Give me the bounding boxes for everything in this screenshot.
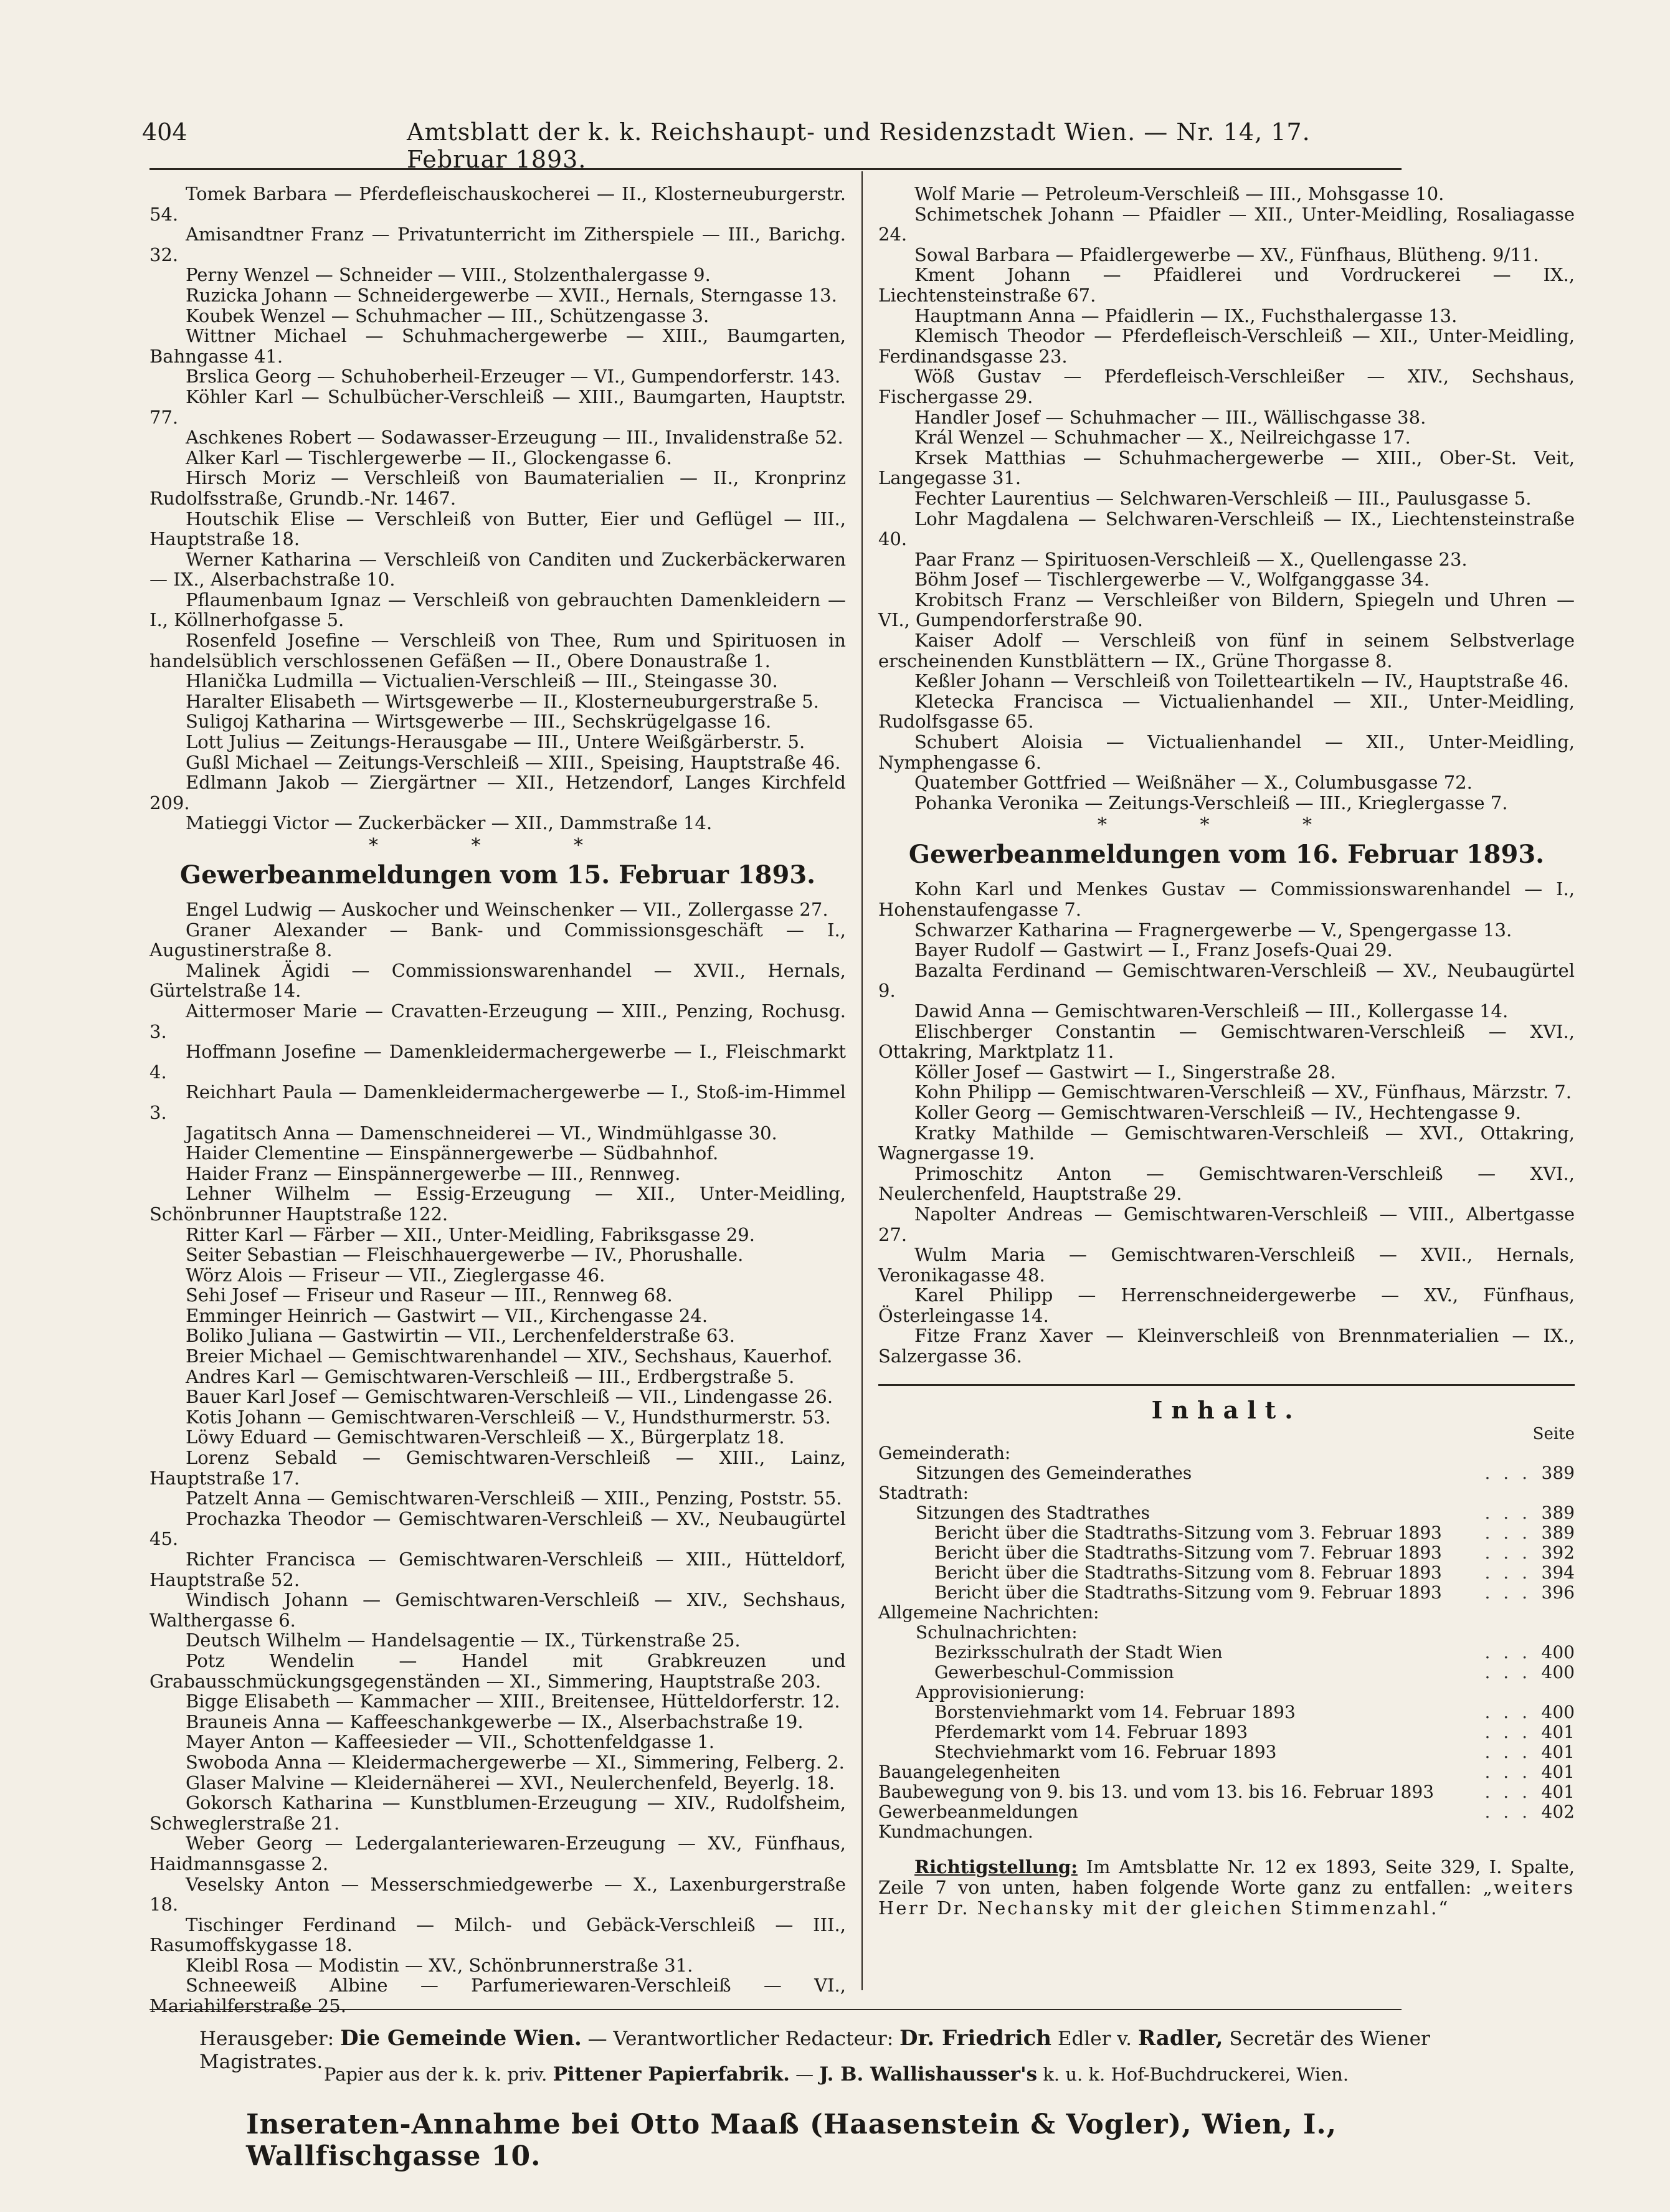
list-item: Suligoj Katharina — Wirtsgewerbe — III., Sechskrügelgasse 16. (186, 711, 772, 733)
list-item: Engel Ludwig — Auskocher und Weinschenker — VII., Zollergasse 27. (186, 899, 828, 920)
list-item: Kaiser Adolf — Verschleiß von fünf in seinem Selbstverlage erscheinenden Kunstblättern — IX., Grüne Thorgasse 8. (878, 630, 1575, 672)
list-item: Breier Michael — Gemischtwarenhandel — XIV., Sechshaus, Kauerhof. (186, 1346, 833, 1367)
list-item: Matieggi Victor — Zuckerbäcker — XII., Dammstraße 14. (186, 812, 713, 834)
toc-page: 401 (1541, 1781, 1575, 1802)
list-item: Pohanka Veronika — Zeitungs-Verschleiß — III., Krieglergasse 7. (914, 792, 1508, 814)
toc-row (878, 1543, 1575, 1563)
list-item: Fitze Franz Xaver — Kleinverschleiß von Brennmaterialien — IX., Salzergasse 36. (878, 1325, 1575, 1367)
toc-leader: . . . (1484, 1582, 1531, 1603)
list-item: Böhm Josef — Tischlergewerbe — V., Wolfganggasse 34. (914, 569, 1430, 591)
toc-page: 401 (1541, 1721, 1575, 1742)
list-item: Potz Wendelin — Handel mit Grabkreuzen und Grabausschmückungsgegenständen — XI., Simmering, Hauptstraße 203. (149, 1650, 846, 1692)
toc-row (878, 1563, 1575, 1583)
list-item: Kment Johann — Pfaidlerei und Vordruckerei — IX., Liechtensteinstraße 67. (878, 264, 1575, 306)
list-item: Windisch Johann — Gemischtwaren-Verschleiß — XIV., Sechshaus, Walthergasse 6. (149, 1589, 846, 1631)
right-entries-feb-16 (878, 879, 1575, 1366)
list-item: Swoboda Anna — Kleidermachergewerbe — XI., Simmering, Felberg. 2. (186, 1751, 845, 1773)
toc-title: Allgemeine Nachrichten: (878, 1602, 1099, 1623)
list-item: Kotis Johann — Gemischtwaren-Verschleiß — V., Hundsthurmerstr. 53. (186, 1406, 831, 1428)
toc-page: 389 (1541, 1502, 1575, 1523)
list-item: Aittermoser Marie — Cravatten-Erzeugung — XIII., Penzing, Rochusg. 3. (149, 1000, 846, 1042)
paper-factory: Pittener Papierfabrik. (553, 2063, 790, 2086)
column-divider (861, 171, 863, 1990)
header-rule (149, 168, 1402, 170)
list-item: Koller Georg — Gemischtwaren-Verschleiß — IV., Hechtengasse 9. (914, 1101, 1521, 1123)
list-item: Wolf Marie — Petroleum-Verschleiß — III., Mohsgasse 10. (914, 183, 1445, 204)
toc-leader: . . . (1484, 1741, 1531, 1762)
list-item: Bauer Karl Josef — Gemischtwaren-Verschleiß — VII., Lindengasse 26. (186, 1386, 833, 1408)
toc-leader: . . . (1484, 1801, 1531, 1822)
list-item: Lorenz Sebald — Gemischtwaren-Verschleiß — XIII., Lainz, Hauptstraße 17. (149, 1447, 846, 1489)
toc-leader: . . . (1484, 1781, 1531, 1802)
section-stars: * * * (368, 835, 627, 857)
list-item: Král Wenzel — Schuhmacher — X., Neilreichgasse 17. (914, 427, 1411, 449)
toc-title: Bezirksschulrath der Stadt Wien (934, 1641, 1223, 1663)
list-item: Ritter Karl — Färber — XII., Unter-Meidling, Fabriksgasse 29. (186, 1223, 755, 1245)
list-item: Kohn Philipp — Gemischtwaren-Verschleiß — XV., Fünfhaus, Märzstr. 7. (914, 1081, 1572, 1103)
right-entries-continued (878, 184, 1575, 813)
page-header (142, 118, 1388, 173)
list-item: Dawid Anna — Gemischtwaren-Verschleiß — III., Kollergasse 14. (914, 1000, 1509, 1022)
toc-page: 396 (1541, 1582, 1575, 1603)
toc-title: Bericht über die Stadtraths-Sitzung vom 8. Februar 1893 (934, 1562, 1442, 1583)
list-item: Deutsch Wilhelm — Handelsagentie — IX., Türkenstraße 25. (186, 1630, 741, 1651)
toc-page: 400 (1541, 1661, 1575, 1683)
list-item: Quatember Gottfried — Weißnäher — X., Columbusgasse 72. (914, 772, 1473, 794)
list-item: Reichhart Paula — Damenkleidermachergewerbe — I., Stoß-im-Himmel 3. (149, 1081, 846, 1123)
toc-title: Gewerbeanmeldungen (878, 1801, 1078, 1822)
paper-dash: — (795, 2064, 814, 2085)
toc-title: Schulnachrichten: (916, 1621, 1078, 1643)
list-item: Haralter Elisabeth — Wirtsgewerbe — II., Klosterneuburgerstraße 5. (186, 690, 819, 712)
list-item: Bazalta Ferdinand — Gemischtwaren-Verschleiß — XV., Neubaugürtel 9. (878, 959, 1575, 1002)
toc-row (878, 1762, 1575, 1782)
list-item: Bayer Rudolf — Gastwirt — I., Franz Josefs-Quai 29. (914, 939, 1393, 961)
list-item: Karel Philipp — Herrenschneidergewerbe — XV., Fünfhaus, Österleingasse 14. (878, 1284, 1575, 1326)
list-item: Houtschik Elise — Verschleiß von Butter, Eier und Geflügel — III., Hauptstraße 18. (149, 508, 846, 550)
list-item: Perny Wenzel — Schneider — VIII., Stolzenthalergasse 9. (186, 264, 711, 286)
correction-label: Richtigstellung: (914, 1856, 1078, 1877)
left-column (149, 184, 846, 2016)
toc-title: Bauangelegenheiten (878, 1761, 1060, 1782)
page-number: 404 (142, 118, 187, 146)
toc-row (878, 1443, 1575, 1463)
toc-page: 401 (1541, 1761, 1575, 1782)
editor-surname: Radler, (1137, 2026, 1223, 2051)
toc-title: Borstenviehmarkt vom 14. Februar 1893 (934, 1701, 1296, 1722)
list-item: Weber Georg — Ledergalanteriewaren-Erzeugung — XV., Fünfhaus, Haidmannsgasse 2. (149, 1833, 846, 1874)
list-item: Tomek Barbara — Pferdefleischauskocherei — II., Klosterneuburgerstr. 54. (149, 183, 846, 225)
toc-leader: . . . (1484, 1641, 1531, 1663)
list-item: Alker Karl — Tischlergewerbe — II., Glockengasse 6. (186, 447, 672, 468)
list-item: Hoffmann Josefine — Damenkleidermachergewerbe — I., Fleischmarkt 4. (149, 1041, 846, 1083)
footer-rule (149, 2009, 1402, 2010)
toc-leader: . . . (1484, 1761, 1531, 1782)
editor-role: Secretär des Wiener Magistrates. (199, 2028, 1430, 2073)
page-title: Amtsblatt der k. k. Reichshaupt- und Residenzstadt Wien. — Nr. 14, 17. Februar 1893. (407, 118, 1311, 173)
toc-page: 400 (1541, 1701, 1575, 1722)
list-item: Wörz Alois — Friseur — VII., Zieglergasse 46. (186, 1264, 605, 1286)
list-item: Hauptmann Anna — Pfaidlerin — IX., Fuchsthalergasse 13. (914, 305, 1458, 326)
publisher-name: Die Gemeinde Wien. (340, 2026, 582, 2051)
list-item: Graner Alexander — Bank- und Commissionsgeschäft — I., Augustinerstraße 8. (149, 919, 846, 961)
toc-page: 392 (1541, 1542, 1575, 1563)
list-item: Seiter Sebastian — Fleischhauergewerbe — IV., Phorushalle. (186, 1244, 744, 1266)
left-entries-continued (149, 184, 846, 833)
list-item: Amisandtner Franz — Privatunterricht im Zitherspiele — III., Barichg. 32. (149, 224, 846, 265)
list-item: Hirsch Moriz — Verschleiß von Baumaterialien — II., Kronprinz Rudolfsstraße, Grundb.-Nr. 1467. (149, 467, 846, 509)
toc-row (878, 1782, 1575, 1802)
toc-row (878, 1623, 1575, 1643)
toc-row (878, 1643, 1575, 1663)
list-item: Glaser Malvine — Kleidernäherei — XVI., Neulerchenfeld, Beyerlg. 18. (186, 1772, 835, 1793)
list-item: Lohr Magdalena — Selchwaren-Verschleiß — IX., Liechtensteinstraße 40. (878, 508, 1575, 550)
list-item: Schubert Aloisia — Victualienhandel — XII., Unter-Meidling, Nymphengasse 6. (878, 731, 1575, 773)
editor-label: — Verantwortlicher Redacteur: (587, 2028, 894, 2050)
toc-page: 400 (1541, 1641, 1575, 1663)
list-item: Tischinger Ferdinand — Milch- und Gebäck-Verschleiß — III., Rasumoffskygasse 18. (149, 1914, 846, 1956)
list-item: Kohn Karl und Menkes Gustav — Commissionswarenhandel — I., Hohenstaufengasse 7. (878, 878, 1575, 920)
toc-title: Kundmachungen. (878, 1821, 1033, 1842)
list-item: Primoschitz Anton — Gemischtwaren-Verschleiß — XVI., Neulerchenfeld, Hauptstraße 29. (878, 1162, 1575, 1205)
correction-text: Im Amtsblatte Nr. 12 ex 1893, Seite 329, I. Spalte, Zeile 7 von unten, haben folgende Worte ganz zu entfallen: (878, 1856, 1575, 1898)
list-item: Koubek Wenzel — Schuhmacher — III., Schützengasse 3. (186, 305, 709, 326)
list-item: Lehner Wilhelm — Essig-Erzeugung — XII., Unter-Meidling, Schönbrunner Hauptstraße 122. (149, 1183, 846, 1225)
editor-title: Edler v. (1057, 2028, 1132, 2050)
section-heading-feb-16: Gewerbeanmeldungen vom 16. Februar 1893. (908, 840, 1545, 870)
list-item: Mayer Anton — Kaffeesieder — VII., Schottenfeldgasse 1. (186, 1731, 714, 1753)
list-item: Keßler Johann — Verschleiß von Toiletteartikeln — IV., Hauptstraße 46. (914, 670, 1569, 692)
toc-title: Stadtrath: (878, 1482, 969, 1503)
list-item: Ruzicka Johann — Schneidergewerbe — XVII., Hernals, Sterngasse 13. (186, 284, 837, 306)
paper-label: Papier aus der k. k. priv. (324, 2064, 548, 2085)
toc-row (878, 1722, 1575, 1742)
toc-leader: . . . (1484, 1462, 1531, 1483)
toc-page: 394 (1541, 1562, 1575, 1583)
left-entries-feb-15 (149, 900, 846, 2016)
toc-title: Bericht über die Stadtraths-Sitzung vom 9. Februar 1893 (934, 1582, 1442, 1603)
list-item: Edlmann Jakob — Ziergärtner — XII., Hetzendorf, Langes Kirchfeld 209. (149, 772, 846, 814)
list-item: Jagatitsch Anna — Damenschneiderei — VI., Windmühlgasse 30. (186, 1122, 777, 1144)
list-item: Patzelt Anna — Gemischtwaren-Verschleiß — XIII., Penzing, Poststr. 55. (186, 1488, 842, 1509)
toc-row (878, 1523, 1575, 1543)
right-column (878, 184, 1575, 1919)
toc-row (878, 1683, 1575, 1702)
toc-row (878, 1503, 1575, 1523)
publisher-label: Herausgeber: (199, 2028, 334, 2050)
list-item: Krobitsch Franz — Verschleißer von Bildern, Spiegeln und Uhren — VI., Gumpendorferstraße 90. (878, 589, 1575, 631)
toc-title: Sitzungen des Stadtrathes (916, 1502, 1150, 1523)
list-item: Handler Josef — Schuhmacher — III., Wällischgasse 38. (914, 406, 1426, 428)
list-item: Andres Karl — Gemischtwaren-Verschleiß — III., Erdbergstraße 5. (186, 1365, 795, 1387)
printer-rest: k. u. k. Hof-Buchdruckerei, Wien. (1043, 2064, 1349, 2085)
list-item: Sehi Josef — Friseur und Raseur — III., Rennweg 68. (186, 1284, 673, 1306)
printer-name: J. B. Wallishausser's (819, 2063, 1038, 2086)
section-stars: * * * (1097, 814, 1356, 837)
list-item: Köller Josef — Gastwirt — I., Singerstraße 28. (914, 1061, 1336, 1083)
list-item: Kleibl Rosa — Modistin — XV., Schönbrunnerstraße 31. (186, 1954, 693, 1976)
list-item: Fechter Laurentius — Selchwaren-Verschleiß — III., Paulusgasse 5. (914, 487, 1532, 509)
toc-row (878, 1822, 1575, 1842)
correction-notice (878, 1857, 1575, 1919)
list-item: Klemisch Theodor — Pferdefleisch-Verschleiß — XII., Unter-Meidling, Ferdinandsgasse 23. (878, 325, 1575, 367)
list-item: Aschkenes Robert — Sodawasser-Erzeugung — III., Invalidenstraße 52. (186, 427, 843, 449)
list-item: Veselsky Anton — Messerschmiedgewerbe — X., Laxenburgerstraße 18. (149, 1873, 846, 1915)
toc-row (878, 1583, 1575, 1603)
toc-page: 401 (1541, 1741, 1575, 1762)
list-item: Bigge Elisabeth — Kammacher — XIII., Breitensee, Hütteldorferstr. 12. (186, 1691, 840, 1712)
list-item: Paar Franz — Spirituosen-Verschleiß — X., Quellengasse 23. (914, 548, 1468, 570)
toc-heading: Inhalt. (1151, 1395, 1302, 1424)
toc-seite-label: Seite (1532, 1424, 1575, 1443)
toc-leader: . . . (1484, 1502, 1531, 1523)
list-item: Schneeweiß Albine — Parfumeriewaren-Verschleiß — VI., Mariahilferstraße 25. (149, 1975, 846, 2017)
toc-leader: . . . (1484, 1661, 1531, 1683)
list-item: Emminger Heinrich — Gastwirt — VII., Kirchengasse 24. (186, 1304, 708, 1326)
list-item: Gokorsch Katharina — Kunstblumen-Erzeugung — XIV., Rudolfsheim, Schweglerstraße 21. (149, 1792, 846, 1834)
list-item: Schwarzer Katharina — Fragnergewerbe — V., Spengergasse 13. (914, 919, 1512, 941)
toc-row (878, 1742, 1575, 1762)
list-item: Köhler Karl — Schulbücher-Verschleiß — XIII., Baumgarten, Hauptstr. 77. (149, 386, 846, 428)
toc-title: Gewerbeschul-Commission (934, 1661, 1174, 1683)
toc-leader: . . . (1484, 1562, 1531, 1583)
list-item: Löwy Eduard — Gemischtwaren-Verschleiß — X., Bürgerplatz 18. (186, 1426, 785, 1448)
toc-title: Bericht über die Stadtraths-Sitzung vom 7. Februar 1893 (934, 1542, 1442, 1563)
list-item: Richter Francisca — Gemischtwaren-Verschleiß — XIII., Hütteldorf, Hauptstraße 52. (149, 1549, 846, 1590)
list-item: Elischberger Constantin — Gemischtwaren-Verschleiß — XVI., Ottakring, Marktplatz 11. (878, 1020, 1575, 1063)
list-item: Napolter Andreas — Gemischtwaren-Verschleiß — VIII., Albertgasse 27. (878, 1203, 1575, 1245)
list-item: Malinek Ägidi — Commissionswarenhandel — XVII., Hernals, Gürtelstraße 14. (149, 959, 846, 1002)
toc-page: 389 (1541, 1462, 1575, 1483)
list-item: Rosenfeld Josefine — Verschleiß von Thee, Rum und Spirituosen in handelsüblich verschlossenen Gefäßen — II., Obere Donaustraße 1. (149, 630, 846, 672)
toc-row (878, 1483, 1575, 1503)
footer-printer-line (324, 2063, 1445, 2086)
list-item: Brslica Georg — Schuhoberheil-Erzeuger — VI., Gumpendorferstr. 143. (186, 366, 841, 387)
toc-row (878, 1663, 1575, 1683)
toc-title: Stechviehmarkt vom 16. Februar 1893 (934, 1741, 1277, 1762)
list-item: Werner Katharina — Verschleiß von Canditen und Zuckerbäckerwaren — IX., Alserbachstraße 10. (149, 548, 846, 591)
list-item: Pflaumenbaum Ignaz — Verschleiß von gebrauchten Damenkleidern — I., Köllnerhofgasse 5. (149, 589, 846, 631)
list-item: Sowal Barbara — Pfaidlergewerbe — XV., Fünfhaus, Blütheng. 9/11. (914, 244, 1539, 265)
toc-title: Gemeinderath: (878, 1442, 1011, 1463)
toc-title: Bericht über die Stadtraths-Sitzung vom 3. Februar 1893 (934, 1522, 1442, 1543)
list-item: Lott Julius — Zeitungs-Herausgabe — III., Untere Weißgärberstr. 5. (186, 731, 805, 753)
list-item: Wulm Maria — Gemischtwaren-Verschleiß — XVII., Hernals, Veronikagasse 48. (878, 1244, 1575, 1286)
list-item: Brauneis Anna — Kaffeeschankgewerbe — IX., Alserbachstraße 19. (186, 1711, 804, 1732)
toc-row (878, 1463, 1575, 1483)
list-item: Gußl Michael — Zeitungs-Verschleiß — XIII., Speising, Hauptstraße 46. (186, 751, 841, 773)
toc-leader: . . . (1484, 1522, 1531, 1543)
correction-quote: „weiters Herr Dr. Nechansky mit der gleichen Stimmenzahl.“ (878, 1876, 1575, 1919)
toc-row (878, 1802, 1575, 1822)
list-item: Haider Franz — Einspännergewerbe — III., Rennweg. (186, 1162, 681, 1184)
toc-title: Approvisionierung: (916, 1681, 1085, 1702)
toc-title: Baubewegung von 9. bis 13. und vom 13. bis 16. Februar 1893 (878, 1781, 1435, 1802)
toc-row (878, 1603, 1575, 1623)
toc-leader: . . . (1484, 1721, 1531, 1742)
list-item: Wöß Gustav — Pferdefleisch-Verschleißer — XIV., Sechshaus, Fischergasse 29. (878, 366, 1575, 407)
list-item: Boliko Juliana — Gastwirtin — VII., Lerchenfelderstraße 63. (186, 1325, 735, 1347)
toc-rule (878, 1384, 1575, 1386)
toc-title: Sitzungen des Gemeinderathes (916, 1462, 1192, 1483)
toc-leader: . . . (1484, 1542, 1531, 1563)
toc-leader: . . . (1484, 1701, 1531, 1722)
section-heading-feb-15: Gewerbeanmeldungen vom 15. Februar 1893. (179, 860, 816, 890)
table-of-contents (878, 1443, 1575, 1842)
list-item: Wittner Michael — Schuhmachergewerbe — XIII., Baumgarten, Bahngasse 41. (149, 325, 846, 367)
toc-page: 402 (1541, 1801, 1575, 1822)
toc-row (878, 1702, 1575, 1722)
list-item: Prochazka Theodor — Gemischtwaren-Verschleiß — XV., Neubaugürtel 45. (149, 1507, 846, 1550)
list-item: Hlanička Ludmilla — Victualien-Verschleiß — III., Steingasse 30. (186, 670, 778, 692)
list-item: Haider Clementine — Einspännergewerbe — Südbahnhof. (186, 1142, 719, 1164)
toc-title: Pferdemarkt vom 14. Februar 1893 (934, 1721, 1248, 1742)
list-item: Kletecka Francisca — Victualienhandel — XII., Unter-Meidling, Rudolfsgasse 65. (878, 690, 1575, 733)
list-item: Schimetschek Johann — Pfaidler — XII., Unter-Meidling, Rosaliagasse 24. (878, 203, 1575, 245)
list-item: Kratky Mathilde — Gemischtwaren-Verschleiß — XVI., Ottakring, Wagnergasse 19. (878, 1122, 1575, 1164)
list-item: Krsek Matthias — Schuhmachergewerbe — XIII., Ober-St. Veit, Langegasse 31. (878, 447, 1575, 489)
footer-ads-line: Inseraten-Annahme bei Otto Maaß (Haasenstein & Vogler), Wien, I., Wallfischgasse 10. (246, 2109, 1337, 2172)
editor-name: Dr. Friedrich (899, 2026, 1052, 2051)
toc-page: 389 (1541, 1522, 1575, 1543)
